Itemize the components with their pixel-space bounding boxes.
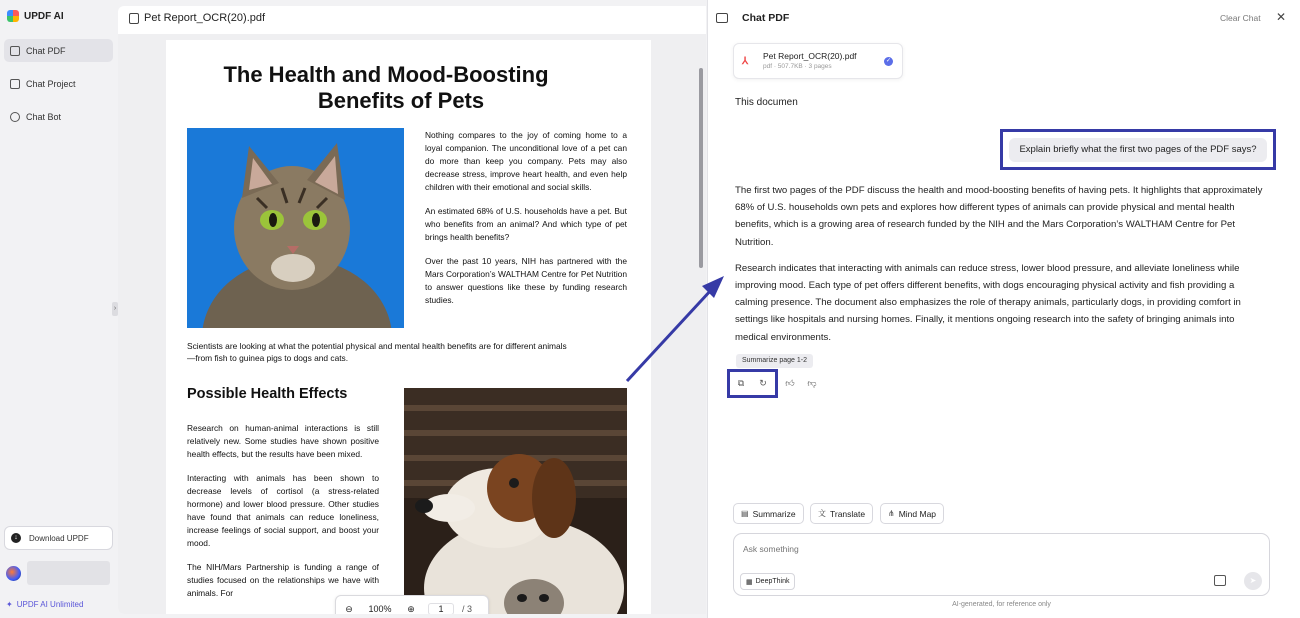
pdf-icon: ⅄ bbox=[742, 56, 749, 67]
brand-name: UPDF AI bbox=[24, 10, 64, 22]
section-column bbox=[187, 422, 379, 611]
regenerate-icon[interactable]: ↻ bbox=[759, 378, 767, 388]
download-icon: ↓ bbox=[11, 533, 21, 543]
page-number-input[interactable]: 1 bbox=[428, 603, 454, 614]
bot-icon bbox=[10, 112, 20, 122]
chat-header bbox=[708, 0, 1300, 36]
chat-panel bbox=[707, 0, 1300, 618]
close-icon[interactable]: ✕ bbox=[1276, 10, 1287, 24]
disclaimer: AI-generated, for reference only bbox=[952, 601, 1051, 608]
avatar[interactable] bbox=[6, 566, 21, 581]
highlight-frame-question bbox=[1000, 129, 1276, 170]
intro-paragraph: Nothing compares to the joy of coming home to a loyal companion. The unconditional love of a pet can do more than keep you company. Pets may also decrease stress, improve heart health, and even help children with their emotional and social skills. bbox=[425, 130, 627, 192]
page-title-line-2: Benefits of Pets bbox=[317, 88, 485, 113]
assistant-answer bbox=[735, 182, 1270, 355]
download-label: Download UPDF bbox=[29, 533, 89, 543]
grid-icon: ▦ bbox=[746, 578, 753, 586]
page-total: / 3 bbox=[461, 604, 472, 614]
attached-file-card[interactable] bbox=[733, 43, 903, 79]
translate-icon: 文 bbox=[818, 509, 826, 518]
section-paragraph: Interacting with animals has been shown to decrease levels of cortisol (a stress-related hormone) and lower blood pressure. Other studies have found that animals can reduce loneliness, increase feelings of social support, and boost your mood. bbox=[187, 473, 379, 548]
dog-illustration bbox=[404, 388, 627, 614]
translate-button[interactable] bbox=[810, 503, 873, 524]
dog-and-cat-photo bbox=[404, 388, 627, 614]
user-message: Explain briefly what the first two pages of the PDF says? bbox=[1009, 138, 1267, 162]
file-name: Pet Report_OCR(20).pdf bbox=[763, 51, 857, 61]
chat-input-box bbox=[733, 533, 1270, 596]
sidebar-item-chat-bot[interactable] bbox=[4, 105, 113, 128]
answer-paragraph: The first two pages of the PDF discuss the health and mood-boosting benefits of having pets. It highlights that approximately 68% of U.S. households own pets and explores how different types of animals can provide physical and mental health benefits, which is a growing area of research funded by the NIH and the Mars Corporation’s WALTHAM Centre for Pet Nutrition. bbox=[735, 185, 1263, 248]
clear-chat-button[interactable]: Clear Chat bbox=[1220, 13, 1261, 23]
summarize-button[interactable] bbox=[733, 503, 804, 524]
download-updf-button[interactable] bbox=[4, 526, 113, 550]
pdf-viewer bbox=[118, 6, 706, 614]
thumbs-up-icon[interactable]: 👍︎ bbox=[785, 378, 795, 388]
sparkle-icon: ✦ bbox=[6, 600, 13, 609]
cat-photo bbox=[187, 128, 404, 328]
intro-paragraph: An estimated 68% of U.S. households have a pet. But who benefits from an animal? And which type of pet brings health benefits? bbox=[425, 206, 627, 242]
user-account-box[interactable] bbox=[27, 561, 110, 585]
zoom-level[interactable]: 100% bbox=[368, 604, 392, 614]
chat-input[interactable] bbox=[743, 542, 1243, 556]
sidebar-item-label: Chat Bot bbox=[26, 111, 62, 122]
answer-paragraph: Research indicates that interacting with animals can reduce stress, lower blood pressure, and alleviate loneliness while improving mood. Each type of pet offers different benefits, with dogs encouraging physical activity and fish providing a calming presence. The document also emphasizes the role of therapy animals, particularly dogs, in providing comfort in settings like hospitals and nursing homes. Finally, it mentions ongoing research into the safety of bringing animals into medical environments. bbox=[735, 262, 1241, 343]
updf-logo-icon bbox=[7, 10, 19, 22]
check-icon: ✓ bbox=[885, 58, 892, 64]
intro-paragraph: Over the past 10 years, NIH has partnered with the Mars Corporation’s WALTHAM Centre for Pet Nutrition to answer questions like these by funding research studies. bbox=[425, 256, 627, 305]
sidebar-item-label: Chat PDF bbox=[26, 45, 66, 56]
assistant-message-partial: This documen bbox=[735, 97, 798, 108]
highlight-frame-actions bbox=[727, 369, 778, 398]
wide-paragraph: Scientists are looking at what the potential physical and mental health benefits are for different animals—from fish to guinea pigs to dogs and cats. bbox=[187, 341, 567, 363]
folder-icon bbox=[10, 79, 20, 89]
file-tab-label: Pet Report_OCR(20).pdf bbox=[144, 12, 266, 24]
brand bbox=[7, 10, 64, 22]
upgrade-label: UPDF AI Unlimited bbox=[16, 600, 84, 609]
document-canvas[interactable] bbox=[118, 34, 706, 614]
section-paragraph: Research on human-animal interactions is still relatively new. Some studies have shown positive health effects, but the results have been mixed. bbox=[187, 423, 379, 459]
collapse-sidebar-handle[interactable]: › bbox=[112, 302, 118, 316]
vertical-scrollbar[interactable] bbox=[699, 68, 703, 614]
page-title bbox=[166, 62, 606, 114]
send-button[interactable]: ➤ bbox=[1244, 572, 1262, 590]
image-upload-icon[interactable] bbox=[1214, 575, 1226, 586]
summarize-icon: ▤ bbox=[741, 509, 749, 518]
mind-map-icon: ⋔ bbox=[888, 509, 895, 518]
chip-label: Mind Map bbox=[898, 508, 937, 519]
deepthink-label: DeepThink bbox=[755, 578, 790, 585]
chip-label: Translate bbox=[830, 508, 866, 519]
pdf-page bbox=[166, 40, 651, 614]
file-meta: pdf · 507.7KB · 3 pages bbox=[763, 63, 832, 70]
chip-label: Summarize bbox=[752, 508, 796, 519]
upgrade-link[interactable] bbox=[6, 600, 83, 609]
zoom-toolbar bbox=[335, 595, 489, 614]
file-tab[interactable] bbox=[129, 12, 265, 24]
intro-column bbox=[425, 129, 627, 318]
tooltip: Summarize page 1-2 bbox=[736, 354, 813, 368]
sidebar-item-chat-project[interactable] bbox=[4, 72, 113, 95]
zoom-in-icon[interactable]: ⊕ bbox=[407, 603, 415, 614]
sidebar-item-chat-pdf[interactable] bbox=[4, 39, 113, 62]
book-icon[interactable] bbox=[716, 13, 728, 23]
section-paragraph: The NIH/Mars Partnership is funding a range of studies focused on the relationships we have with animals. For bbox=[187, 562, 379, 598]
zoom-out-icon[interactable]: ⊖ bbox=[345, 603, 353, 614]
sidebar bbox=[0, 0, 118, 618]
book-icon bbox=[10, 46, 20, 56]
mind-map-button[interactable] bbox=[880, 503, 944, 524]
thumbs-down-icon[interactable]: 👎︎ bbox=[807, 378, 817, 388]
chat-title: Chat PDF bbox=[742, 12, 790, 24]
section-title: Possible Health Effects bbox=[187, 386, 348, 402]
pdf-file-icon bbox=[129, 13, 139, 24]
cat-illustration bbox=[187, 128, 404, 328]
copy-icon[interactable]: ⧉ bbox=[737, 378, 745, 388]
deepthink-toggle[interactable] bbox=[740, 573, 795, 590]
scroll-thumb[interactable] bbox=[699, 68, 703, 268]
page-title-line-1: The Health and Mood-Boosting bbox=[223, 62, 549, 87]
sidebar-item-label: Chat Project bbox=[26, 78, 76, 89]
